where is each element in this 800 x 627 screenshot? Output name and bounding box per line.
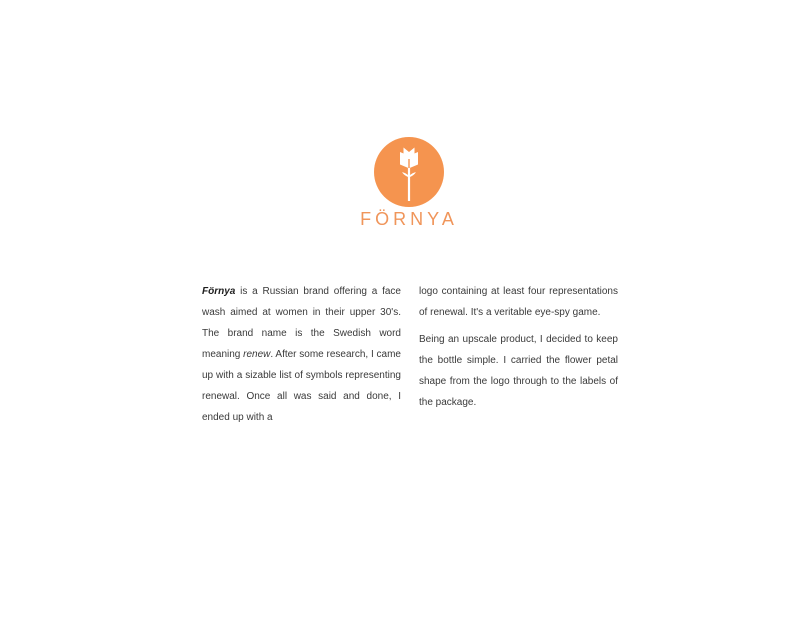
logo-paragraph: logo containing at least four representations of renewal. It's a veritable eye-spy game.	[419, 286, 618, 318]
intro-text-part-2: . After some research, I came up with a sizable list of symbols representing renewal. Once all was said and done, I ended up with a	[202, 349, 401, 423]
renew-emphasis: renew	[243, 349, 271, 360]
description-column-right	[419, 281, 618, 413]
intro-text-part-1: is a Russian brand offering a face wash aimed at women in their upper 30's. The brand name is the Swedish word meaning	[202, 286, 401, 360]
brand-wordmark: FÖRNYA	[360, 209, 458, 229]
tulip-flower-icon	[374, 137, 444, 207]
intro-paragraph	[202, 281, 401, 428]
brand-name-emphasis: Förnya	[202, 286, 236, 297]
description-column-left	[202, 281, 401, 428]
bottle-paragraph: Being an upscale product, I decided to keep the bottle simple. I carried the flower petal shape from the logo through to the labels of the package.	[419, 334, 618, 408]
